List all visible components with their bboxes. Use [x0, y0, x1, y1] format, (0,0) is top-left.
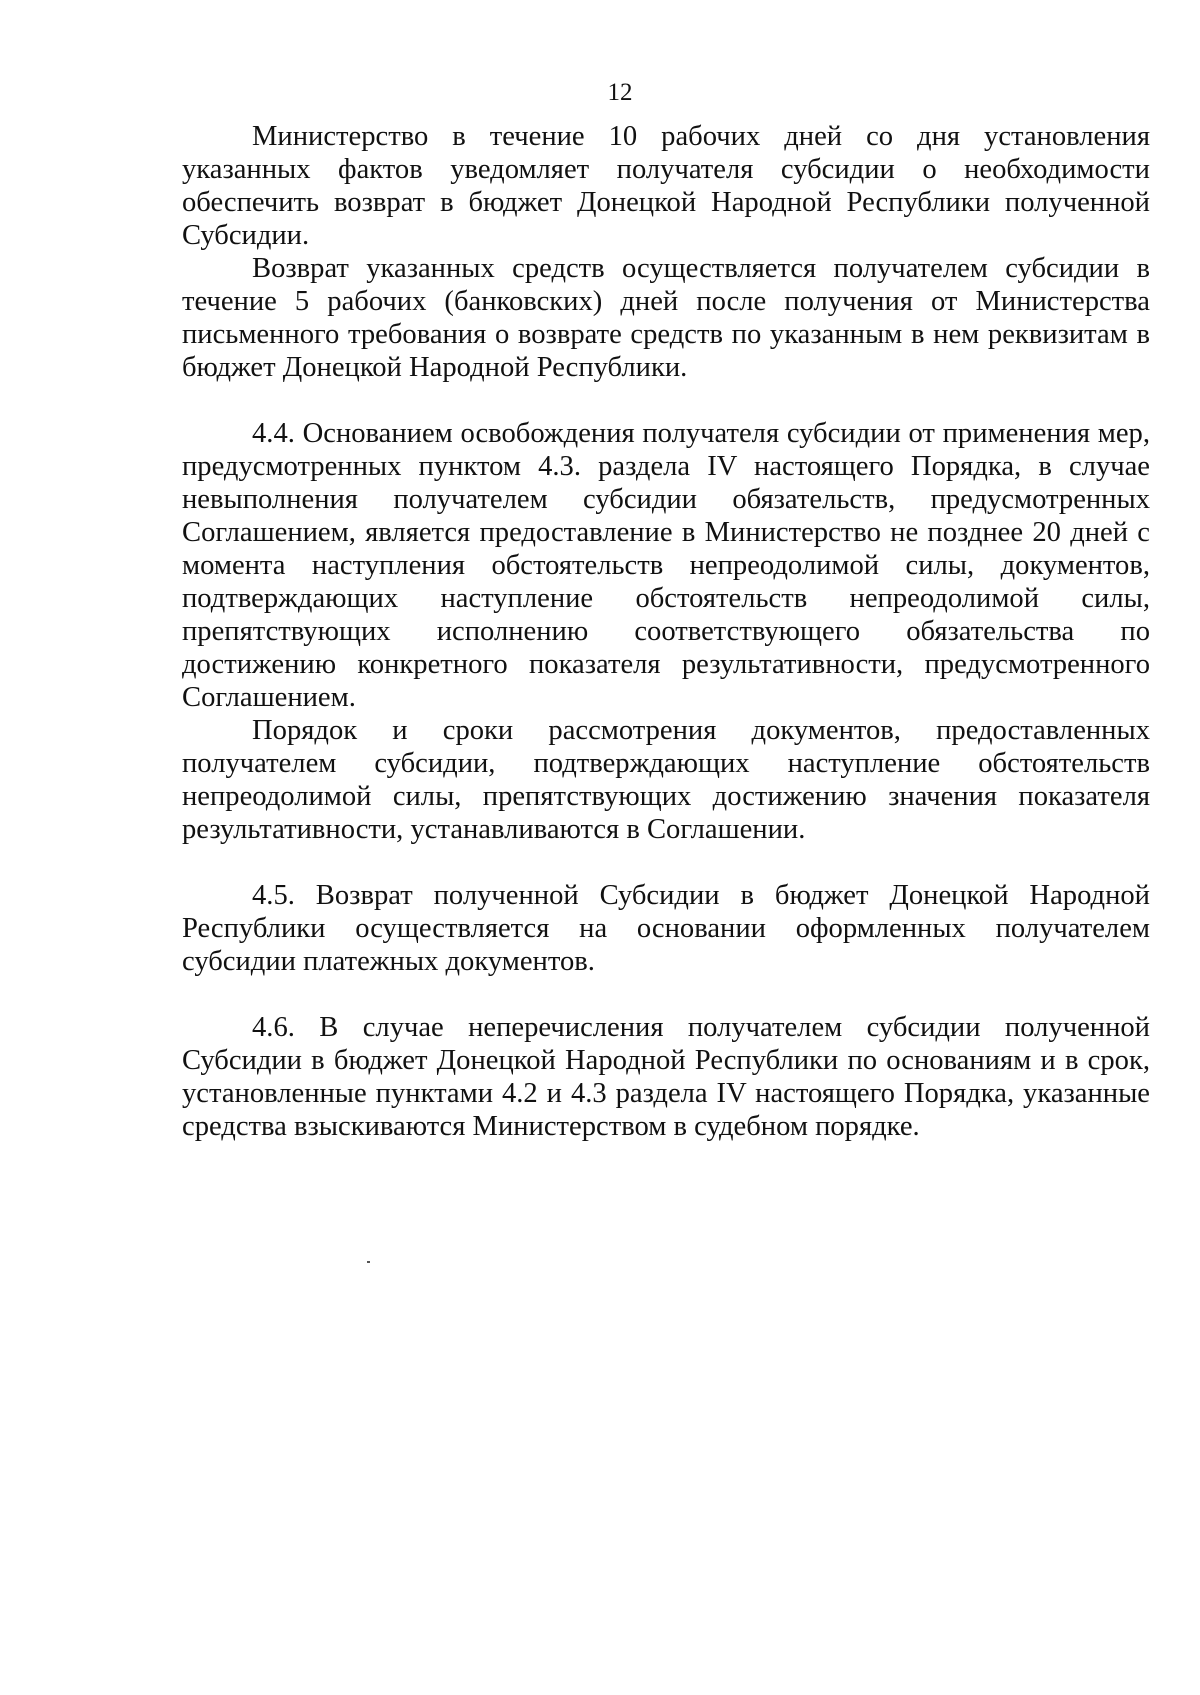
paragraph-4-6: 4.6. В случае неперечисления получателем субсидии полученной Субсидии в бюджет Донецкой Народной Республики по основаниям и в срок, установленные пунктами 4.2 и 4.3 раздела IV настоящего Порядка, указанные средства взыскиваются Министерством в судебном порядке.: [182, 1012, 1150, 1142]
scan-speck: [367, 1261, 370, 1263]
paragraph-ministry-notification: Министерство в течение 10 рабочих дней со дня установления указанных фактов уведомляет получателя субсидии о необходимости обеспечить возврат в бюджет Донецкой Народной Республики полученной Субсидии.: [182, 121, 1150, 251]
paragraph-refund-procedure: Возврат указанных средств осуществляется получателем субсидии в течение 5 рабочих (банковских) дней после получения от Министерства письменного требования о возврате средств по указанным в нем реквизитам в бюджет Донецкой Народной Республики.: [182, 253, 1150, 383]
paragraph-4-4: 4.4. Основанием освобождения получателя субсидии от применения мер, предусмотренных пунктом 4.3. раздела IV настоящего Порядка, в случае невыполнения получателем субсидии обязательств, предусмотренных Соглашением, является предоставление в Министерство не позднее 20 дней с момента наступления обстоятельств непреодолимой силы, документов, подтверждающих наступление обстоятельств непреодолимой силы, препятствующих исполнению соответствующего обязательства по достижению конкретного показателя результативности, предусмотренного Соглашением.: [182, 418, 1150, 713]
paragraph-review-procedure: Порядок и сроки рассмотрения документов, предоставленных получателем субсидии, подтверждающих наступление обстоятельств непреодолимой силы, препятствующих достижению значения показателя результативности, устанавливаются в Соглашении.: [182, 715, 1150, 845]
paragraph-4-5: 4.5. Возврат полученной Субсидии в бюджет Донецкой Народной Республики осуществляется на основании оформленных получателем субсидии платежных документов.: [182, 880, 1150, 977]
page-number: 12: [607, 79, 633, 106]
document-body: [182, 120, 1150, 1143]
